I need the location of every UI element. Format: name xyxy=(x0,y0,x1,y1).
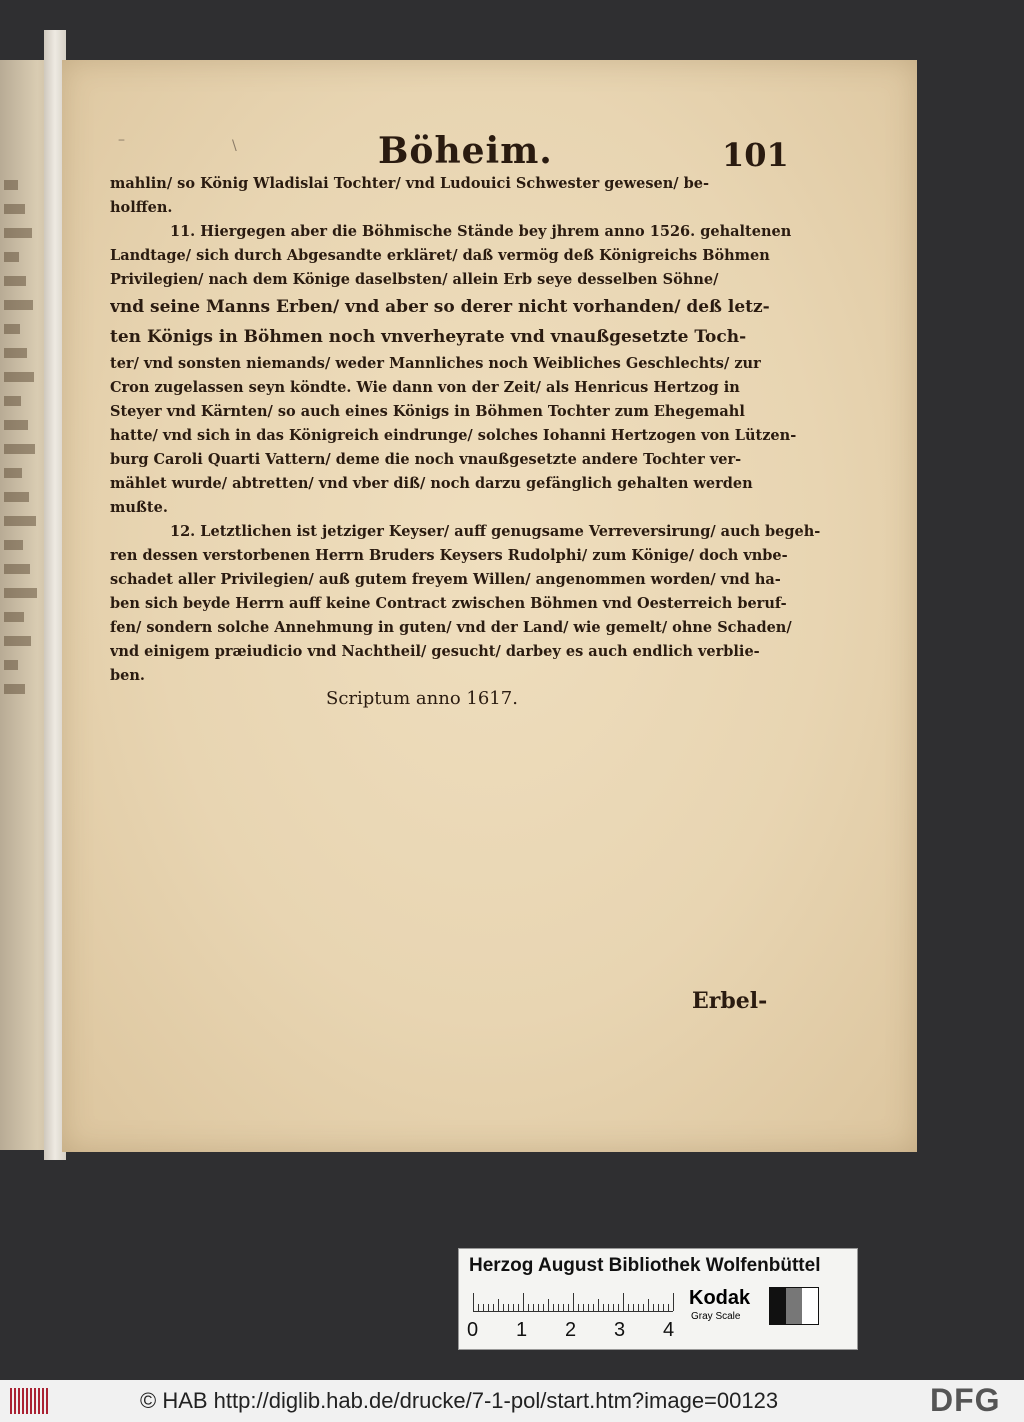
book-page: – \ Böheim. 101 mahlin/ so König Wladislai Tochter/ vnd Ludouici Schwester gewesen/ be- holffen. 11. Hiergegen aber die Böhmische Stände bey jhrem anno 1526. gehaltenen Landtage/ sich durch Abgesandte erkläret/ daß vermög deß Königreichs Böhmen Privilegien/ nach dem Könige daselbsten/ allein Erb seye desselben Söhne/ vnd seine Manns Erben/ vnd aber so derer nicht vorhanden/ deß letz- ten Königs in Böhmen noch vnverheyrate vnd vnaußgesetzte Toch- ter/ vnd sonsten niemands/ weder Mannliches noch Weibliches Geschlechts/ zur Cron zugelassen seyn köndte. Wie dann von der Zeit/ als Henricus Hertzog in Steyer vnd Kärnten/ so auch eines Königs in Böhmen Tochter zum Ehegemahl hatte/ vnd sich in das Königreich eindrunge/ solches Iohanni Hertzogen von Lützen- burg Caroli Quarti Vattern/ deme die noch vnaußgesetzte andere Tochter ver- mählet wurde/ abtretten/ vnd vber diß/ noch darzu gefänglich gehalten werden mußte. 12. Letztlichen ist jetziger Keyser/ auff genugsame Verreversirung/ auch begeh- ren dessen verstorbenen Herrn Bruders Keysers Rudolphi/ zum Könige/ doch vnbe- schadet aller Privilegien/ auß gutem freyem Willen/ angenommen worden/ vnd ha- ben sich beyde Herrn auff keine Contract zwischen Böhmen vnd Oesterreich beruf- fen/ sondern solche Annehmung in guten/ vnd der Land/ wie gemelt/ ohne Schaden/ vnd einigem præiudicio vnd Nachtheil/ gesucht/ darbey es auch endlich verblie- ben. Scriptum anno 1617. Erbel- xyxy=(62,60,917,1152)
ruler-number: 4 xyxy=(663,1319,675,1341)
previous-page-text-fragment xyxy=(4,468,22,478)
ruler-number: 2 xyxy=(565,1319,577,1341)
text-line: burg Caroli Quarti Vattern/ deme die noch vnaußgesetzte andere Tochter ver- xyxy=(110,451,742,468)
text-line: mählet wurde/ abtretten/ vnd vber diß/ noch darzu gefänglich gehalten werden xyxy=(110,475,753,492)
text-line: hatte/ vnd sich in das Königreich eindrunge/ solches Iohanni Hertzogen von Lützen- xyxy=(110,427,797,444)
previous-page-text-fragment xyxy=(4,588,37,598)
ruler-tick xyxy=(548,1299,549,1311)
text-line: ter/ vnd sonsten niemands/ weder Mannliches noch Weibliches Geschlechts/ zur xyxy=(110,355,761,372)
text-line: Privilegien/ nach dem Könige daselbsten/ allein Erb seye desselben Söhne/ xyxy=(110,271,719,288)
page-body xyxy=(110,172,830,688)
ruler-tick xyxy=(588,1304,589,1311)
previous-page-text-fragment xyxy=(4,180,18,190)
previous-page-text-fragment xyxy=(4,204,25,214)
ruler-tick xyxy=(508,1304,509,1311)
previous-page-text-fragment xyxy=(4,348,27,358)
previous-page-text-fragment xyxy=(4,612,24,622)
text-line: ren dessen verstorbenen Herrn Bruders Keysers Rudolphi/ zum Könige/ doch vnbe- xyxy=(110,547,788,564)
ruler-tick xyxy=(498,1299,499,1311)
ruler-tick xyxy=(523,1293,524,1311)
catchword: Erbel- xyxy=(692,988,768,1014)
ruler-tick xyxy=(613,1304,614,1311)
previous-page-text-fragment xyxy=(4,276,26,286)
ruler-tick xyxy=(543,1304,544,1311)
measurement-ruler xyxy=(473,1289,673,1312)
ruler-tick xyxy=(533,1304,534,1311)
ruler-number: 3 xyxy=(614,1319,626,1341)
previous-page-text-fragment xyxy=(4,420,28,430)
ruler-tick xyxy=(608,1304,609,1311)
ruler-tick xyxy=(558,1304,559,1311)
text-line: mußte. xyxy=(110,499,168,516)
ruler-tick xyxy=(638,1304,639,1311)
ruler-tick xyxy=(473,1293,474,1311)
ruler-tick xyxy=(538,1304,539,1311)
text-line: 11. Hiergegen aber die Böhmische Stände bey jhrem anno 1526. gehaltenen xyxy=(170,223,792,240)
ruler-tick xyxy=(493,1304,494,1311)
ruler-tick xyxy=(513,1304,514,1311)
text-line: vnd einigem præiudicio vnd Nachtheil/ gesucht/ darbey es auch endlich verblie- xyxy=(110,643,760,660)
ruler-tick xyxy=(488,1304,489,1311)
ruler-tick xyxy=(653,1304,654,1311)
ruler-tick xyxy=(618,1304,619,1311)
text-line: ben. xyxy=(110,667,145,684)
text-line: fen/ sondern solche Annehmung in guten/ vnd der Land/ wie gemelt/ ohne Schaden/ xyxy=(110,619,792,636)
text-line: Steyer vnd Kärnten/ so auch eines Königs in Böhmen Tochter zum Ehegemahl xyxy=(110,403,745,420)
ruler-number: 0 xyxy=(467,1319,479,1341)
previous-page-text-fragment xyxy=(4,684,25,694)
copyright-url[interactable]: © HAB http://diglib.hab.de/drucke/7-1-pol/start.htm?image=00123 xyxy=(140,1388,779,1413)
ruler-tick xyxy=(483,1304,484,1311)
text-line: ben sich beyde Herrn auff keine Contract zwischen Böhmen vnd Oesterreich beruf- xyxy=(110,595,787,612)
previous-page-text-fragment xyxy=(4,252,19,262)
ruler-tick xyxy=(648,1299,649,1311)
text-line: 12. Letztlichen ist jetziger Keyser/ auff genugsame Verreversirung/ auch begeh- xyxy=(170,523,821,540)
text-line: Landtage/ sich durch Abgesandte erkläret/ daß vermög deß Königreichs Böhmen xyxy=(110,247,770,264)
library-name: Herzog August Bibliothek Wolfenbüttel xyxy=(469,1255,821,1276)
ruler-tick xyxy=(583,1304,584,1311)
ruler-tick xyxy=(563,1304,564,1311)
ruler-tick xyxy=(478,1304,479,1311)
ruler-tick xyxy=(593,1304,594,1311)
previous-page-text-fragment xyxy=(4,636,31,646)
scriptum-line: Scriptum anno 1617. xyxy=(326,688,518,709)
ruler-tick xyxy=(643,1304,644,1311)
previous-page-text-fragment xyxy=(4,324,20,334)
previous-page-text-fragment xyxy=(4,516,36,526)
ruler-tick xyxy=(598,1299,599,1311)
ruler-number: 1 xyxy=(516,1319,528,1341)
text-line: vnd seine Manns Erben/ vnd aber so derer nicht vorhanden/ deß letz- xyxy=(110,297,770,317)
ruler-tick xyxy=(518,1304,519,1311)
ruler-tick xyxy=(623,1293,624,1311)
previous-page-text-fragment xyxy=(4,564,30,574)
previous-page-text-fragment xyxy=(4,372,34,382)
ruler-tick xyxy=(503,1304,504,1311)
ruler-tick xyxy=(628,1304,629,1311)
ruler-tick xyxy=(528,1304,529,1311)
previous-page-text-fragment xyxy=(4,444,35,454)
text-line: ten Königs in Böhmen noch vnverheyrate vnd vnaußgesetzte Toch- xyxy=(110,327,747,347)
text-line: holffen. xyxy=(110,199,173,216)
ruler-tick xyxy=(568,1304,569,1311)
ruler-tick xyxy=(633,1304,634,1311)
ruler-tick xyxy=(668,1304,669,1311)
text-line: schadet aller Privilegien/ auß gutem freyem Willen/ angenommen worden/ vnd ha- xyxy=(110,571,781,588)
previous-page-text-fragment xyxy=(4,492,29,502)
folio-number: 101 xyxy=(722,136,789,174)
previous-page-text-fragment xyxy=(4,228,32,238)
ruler-tick xyxy=(578,1304,579,1311)
previous-page-text-fragment xyxy=(4,540,23,550)
library-color-target xyxy=(458,1248,858,1350)
gray-scale-label: Gray Scale xyxy=(691,1311,741,1322)
ruler-tick xyxy=(553,1304,554,1311)
ruler-tick xyxy=(658,1304,659,1311)
hab-logo-icon xyxy=(10,1388,50,1414)
ruler-tick xyxy=(603,1304,604,1311)
ruler-tick xyxy=(663,1304,664,1311)
previous-page-text-fragment xyxy=(4,660,18,670)
previous-page-text-fragment xyxy=(4,300,33,310)
text-line: mahlin/ so König Wladislai Tochter/ vnd Ludouici Schwester gewesen/ be- xyxy=(110,175,709,192)
previous-page-text-fragment xyxy=(4,396,21,406)
footer-bar xyxy=(0,1380,1024,1422)
kodak-brand: Kodak xyxy=(689,1287,751,1309)
dfg-logo: DFG xyxy=(930,1382,1001,1418)
gray-scale-swatch xyxy=(769,1287,819,1325)
running-head: Böheim. xyxy=(378,130,553,172)
ruler-tick xyxy=(573,1293,574,1311)
ruler-tick xyxy=(673,1293,674,1311)
text-line: Cron zugelassen seyn köndte. Wie dann von der Zeit/ als Henricus Hertzog in xyxy=(110,379,740,396)
